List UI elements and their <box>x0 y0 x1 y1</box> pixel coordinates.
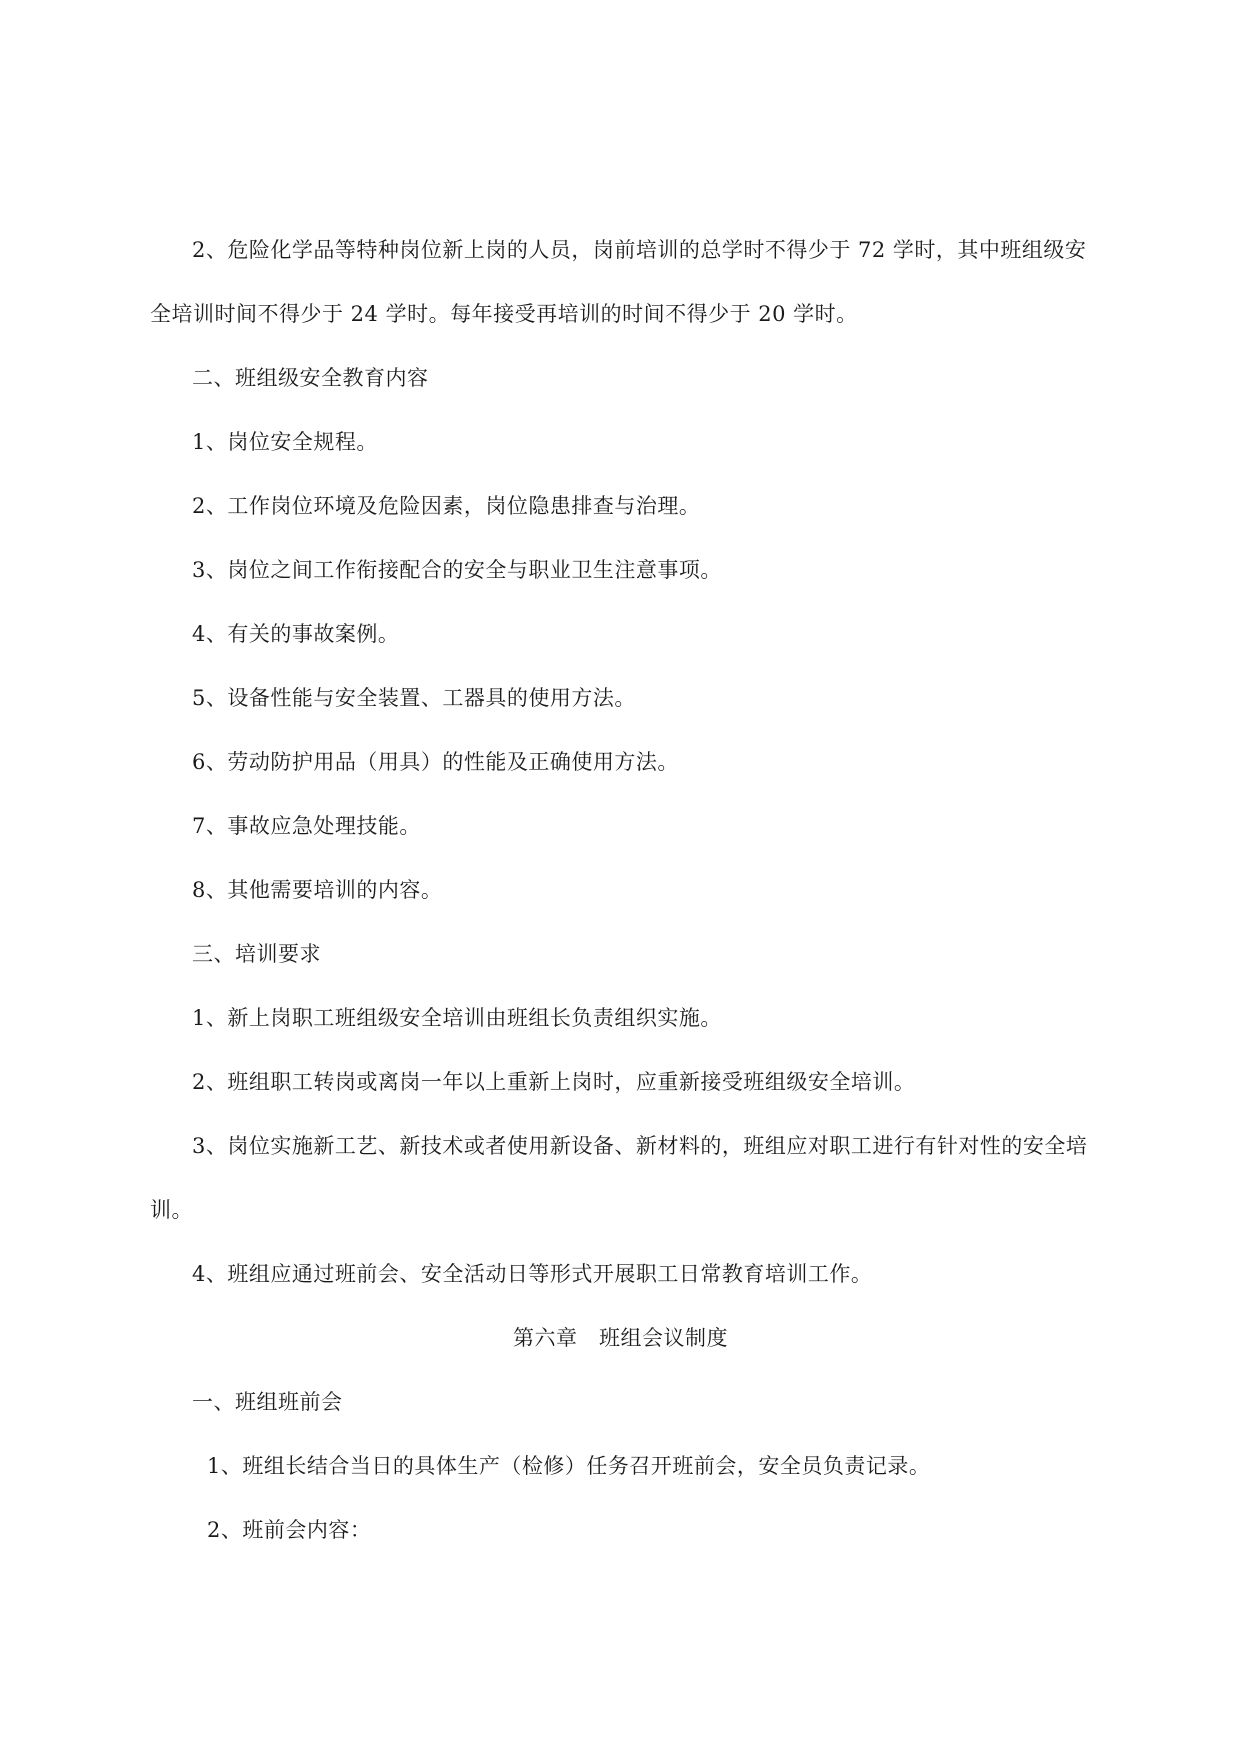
list-item: 1、新上岗职工班组级安全培训由班组长负责组织实施。 <box>192 1006 722 1030</box>
section-heading: 三、培训要求 <box>192 942 321 966</box>
list-item: 7、事故应急处理技能。 <box>192 814 421 838</box>
paragraph-line: 训。 <box>150 1198 193 1222</box>
list-item: 1、岗位安全规程。 <box>192 430 378 454</box>
chapter-title: 第六章 班组会议制度 <box>513 1326 728 1350</box>
list-item: 8、其他需要培训的内容。 <box>192 878 443 902</box>
list-item: 4、有关的事故案例。 <box>192 622 400 646</box>
section-heading: 一、班组班前会 <box>192 1390 343 1414</box>
list-item: 2、工作岗位环境及危险因素，岗位隐患排查与治理。 <box>192 494 701 518</box>
list-item: 1、班组长结合当日的具体生产（检修）任务召开班前会，安全员负责记录。 <box>207 1454 931 1478</box>
section-heading: 二、班组级安全教育内容 <box>192 366 429 390</box>
list-item: 3、岗位之间工作衔接配合的安全与职业卫生注意事项。 <box>192 558 722 582</box>
list-item: 6、劳动防护用品（用具）的性能及正确使用方法。 <box>192 750 679 774</box>
list-item: 2、班前会内容： <box>207 1518 372 1542</box>
paragraph-line: 2、危险化学品等特种岗位新上岗的人员，岗前培训的总学时不得少于 72 学时，其中班组级安 <box>192 238 1087 262</box>
list-item: 2、班组职工转岗或离岗一年以上重新上岗时，应重新接受班组级安全培训。 <box>192 1070 916 1094</box>
list-item: 4、班组应通过班前会、安全活动日等形式开展职工日常教育培训工作。 <box>192 1262 873 1286</box>
paragraph-line: 全培训时间不得少于 24 学时。每年接受再培训的时间不得少于 20 学时。 <box>150 302 858 326</box>
list-item: 3、岗位实施新工艺、新技术或者使用新设备、新材料的，班组应对职工进行有针对性的安全培 <box>192 1134 1088 1158</box>
list-item: 5、设备性能与安全装置、工器具的使用方法。 <box>192 686 636 710</box>
